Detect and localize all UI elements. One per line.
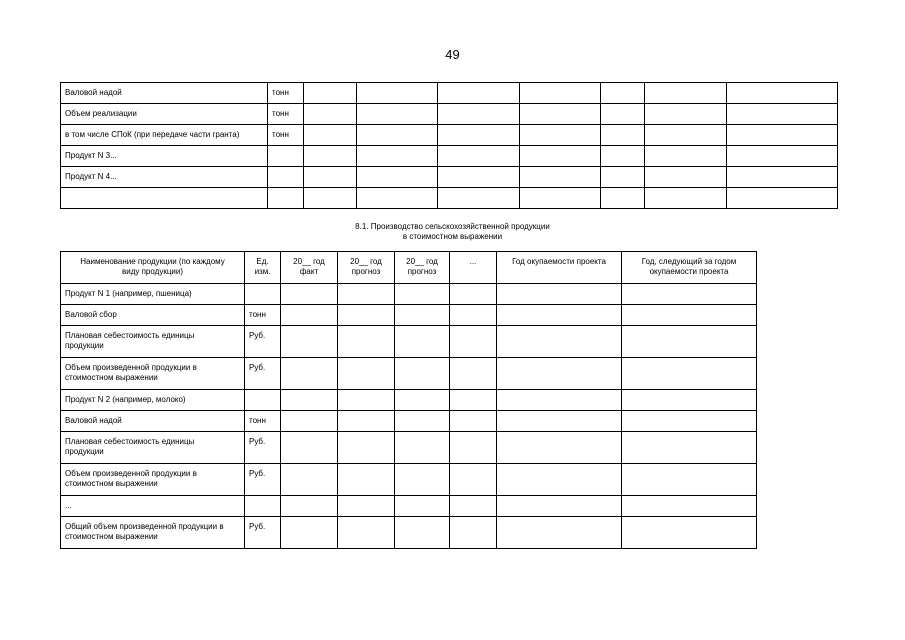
row-unit: тонн — [268, 83, 304, 104]
row-unit: Руб. — [245, 326, 281, 358]
table-row — [61, 104, 838, 125]
row-unit — [245, 496, 281, 517]
table-row — [61, 284, 757, 305]
row-name: Продукт N 4... — [61, 167, 268, 188]
row-name: Валовой надой — [61, 411, 245, 432]
header-unit: Ед. изм. — [245, 252, 281, 284]
table-row — [61, 167, 838, 188]
header-year-forecast-2: 20__ год прогноз — [395, 252, 450, 284]
section-title-line1: 8.1. Производство сельскохозяйственной продукции — [355, 222, 550, 231]
table-production-value — [60, 251, 757, 549]
row-unit: тонн — [268, 104, 304, 125]
table-production-volume — [60, 82, 838, 209]
row-name: Продукт N 2 (например, молоко) — [61, 390, 245, 411]
section-title — [300, 222, 605, 242]
row-name: Валовой надой — [61, 83, 268, 104]
table-row — [61, 326, 757, 358]
table-row — [61, 496, 757, 517]
row-unit: тонн — [268, 125, 304, 146]
table-row — [61, 464, 757, 496]
header-year-forecast-1: 20__ год прогноз — [338, 252, 395, 284]
table-row — [61, 83, 838, 104]
page-number: 49 — [445, 47, 460, 62]
header-payback-year: Год окупаемости проекта — [497, 252, 622, 284]
row-name: Плановая себестоимость единицы продукции — [61, 326, 245, 358]
table-row — [61, 146, 838, 167]
table-row — [61, 517, 757, 549]
table-row — [61, 305, 757, 326]
row-name: в том числе СПоК (при передаче части гранта) — [61, 125, 268, 146]
header-year-after-payback: Год, следующий за годом окупаемости проекта — [622, 252, 757, 284]
row-name: Продукт N 3... — [61, 146, 268, 167]
table-header-row — [61, 252, 757, 284]
row-unit: Руб. — [245, 464, 281, 496]
row-name — [61, 188, 268, 209]
row-name: Валовой сбор — [61, 305, 245, 326]
table-row — [61, 390, 757, 411]
table-row — [61, 411, 757, 432]
row-unit: тонн — [245, 305, 281, 326]
row-unit — [268, 146, 304, 167]
row-name: Объем реализации — [61, 104, 268, 125]
table-row — [61, 188, 838, 209]
header-product-name: Наименование продукции (по каждому виду продукции) — [61, 252, 245, 284]
row-unit — [245, 284, 281, 305]
row-name: ... — [61, 496, 245, 517]
row-unit: Руб. — [245, 517, 281, 549]
row-name: Общий объем произведенной продукции в стоимостном выражении — [61, 517, 245, 549]
row-name: Объем произведенной продукции в стоимостном выражении — [61, 464, 245, 496]
table-row — [61, 432, 757, 464]
header-ellipsis: ... — [450, 252, 497, 284]
section-title-line2: в стоимостном выражении — [402, 232, 503, 241]
row-name: Плановая себестоимость единицы продукции — [61, 432, 245, 464]
row-unit — [245, 390, 281, 411]
row-unit: Руб. — [245, 432, 281, 464]
row-unit — [268, 167, 304, 188]
table-row — [61, 125, 838, 146]
row-name: Объем произведенной продукции в стоимостном выражении — [61, 358, 245, 390]
header-year-fact: 20__ год факт — [281, 252, 338, 284]
row-unit: Руб. — [245, 358, 281, 390]
row-unit — [268, 188, 304, 209]
table-row — [61, 358, 757, 390]
row-name: Продукт N 1 (например, пшеница) — [61, 284, 245, 305]
row-unit: тонн — [245, 411, 281, 432]
